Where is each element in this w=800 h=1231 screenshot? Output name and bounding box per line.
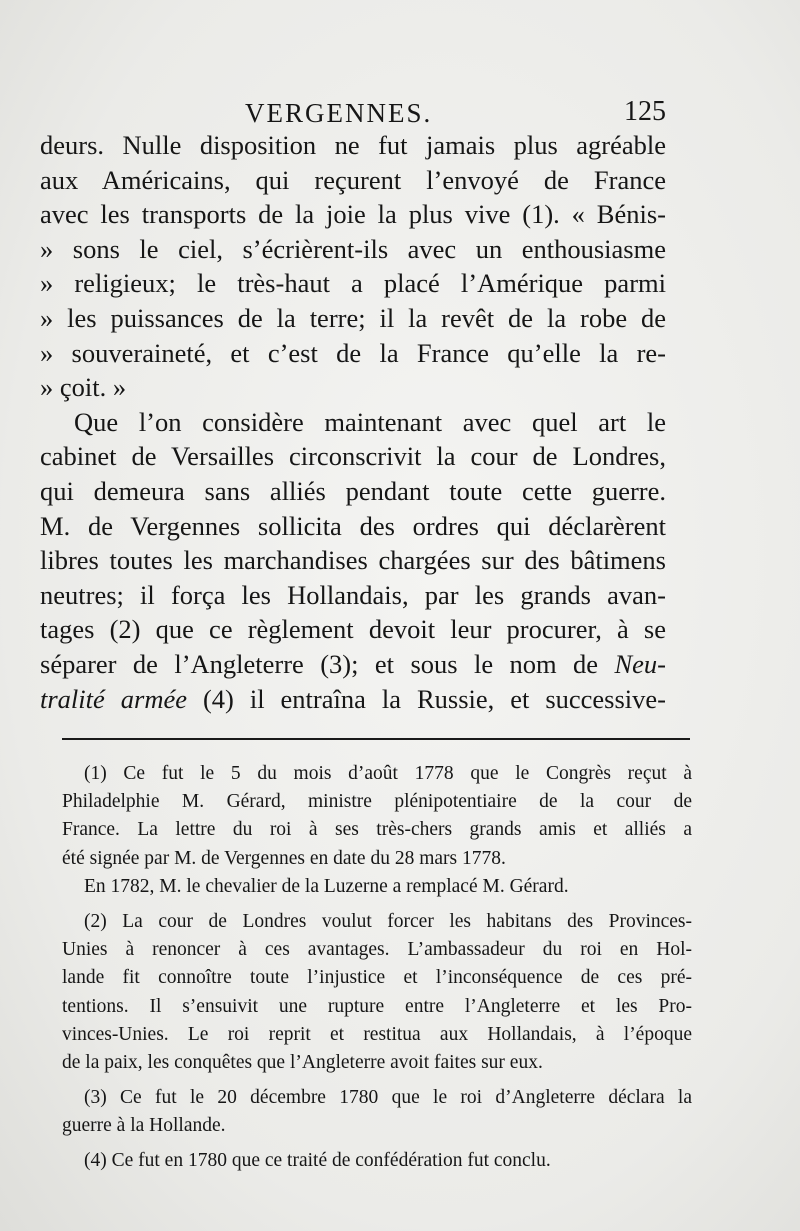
footnote-3 bbox=[62, 1084, 692, 1140]
text-line: » çoit. » bbox=[40, 372, 127, 403]
footnote-line: été signée par M. de Vergennes en date du 28 mars 1778. bbox=[62, 847, 506, 869]
italic-term: Neu- bbox=[614, 648, 666, 679]
text-line: cabinet de Versailles circonscrivit la cour de Londres, bbox=[40, 441, 666, 472]
text-line bbox=[40, 647, 666, 682]
text-line: avec les transports de la joie la plus vive (1). « Bénis- bbox=[40, 199, 666, 230]
footnote-line: (1) Ce fut le 5 du mois d’août 1778 que le Congrès reçut à bbox=[84, 763, 692, 784]
text-line: neutres; il força les Hollandais, par les grands avan- bbox=[40, 579, 666, 610]
footnotes bbox=[62, 760, 692, 1183]
text-line: Que l’on considère maintenant avec quel art le bbox=[74, 406, 666, 437]
text-line: » souveraineté, et c’est de la France qu’elle la re- bbox=[40, 337, 666, 368]
italic-term: tralité armée bbox=[40, 683, 187, 714]
footnote-line: (2) La cour de Londres voulut forcer les habitans des Provinces- bbox=[84, 910, 692, 932]
footnote-line: vinces-Unies. Le roi reprit et restitua aux Hollandais, à l’époque bbox=[62, 1023, 692, 1045]
text-line: M. de Vergennes sollicita des ordres qui déclarèrent bbox=[40, 510, 666, 541]
text-line: » religieux; le très-haut a placé l’Amérique parmi bbox=[40, 268, 666, 299]
text-line: tages (2) que ce règlement devoit leur procurer, à se bbox=[40, 614, 666, 645]
text-line bbox=[40, 682, 666, 717]
footnote-line: lande fit connoître toute l’injustice et l’inconséquence de ces pré- bbox=[62, 967, 692, 989]
footnote-line: En 1782, M. le chevalier de la Luzerne a remplacé M. Gérard. bbox=[84, 875, 569, 897]
text-segment: séparer de l’Angleterre (3); et sous le nom de bbox=[40, 648, 599, 679]
text-line: qui demeura sans alliés pendant toute cette guerre. bbox=[40, 475, 666, 506]
footnote-4 bbox=[62, 1147, 692, 1175]
footnote-line: Philadelphie M. Gérard, ministre plénipotentiaire de la cour de bbox=[62, 791, 692, 813]
footnote-line: tentions. Il s’ensuivit une rupture entre l’Angleterre et les Pro- bbox=[62, 995, 692, 1017]
footnote-line: de la paix, les conquêtes que l’Angleterre avoit faites sur eux. bbox=[62, 1051, 543, 1073]
footnote-2 bbox=[62, 908, 692, 1077]
footnote-line: Unies à renoncer à ces avantages. L’ambassadeur du roi en Hol- bbox=[62, 939, 692, 961]
page-number: 125 bbox=[624, 96, 666, 127]
main-text bbox=[40, 128, 666, 716]
footnote-line: (4) Ce fut en 1780 que ce traité de confédération fut conclu. bbox=[84, 1150, 551, 1172]
text-line: libres toutes les marchandises chargées sur des bâtimens bbox=[40, 545, 666, 576]
footnote-separator bbox=[62, 738, 690, 740]
footnote-1 bbox=[62, 760, 692, 901]
footnote-line: (3) Ce fut le 20 décembre 1780 que le roi d’Angleterre déclara la bbox=[84, 1087, 692, 1109]
footnote-line: France. La lettre du roi à ses très-chers grands amis et alliés a bbox=[62, 819, 692, 841]
running-head: VERGENNES. bbox=[245, 98, 433, 128]
text-line: aux Américains, qui reçurent l’envoyé de France bbox=[40, 164, 666, 195]
footnote-line: guerre à la Hollande. bbox=[62, 1115, 226, 1137]
text-line: » sons le ciel, s’écrièrent-ils avec un enthousiasme bbox=[40, 233, 666, 264]
text-line: » les puissances de la terre; il la revêt de la robe de bbox=[40, 302, 666, 333]
text-line: deurs. Nulle disposition ne fut jamais plus agréable bbox=[40, 130, 666, 160]
text-segment: (4) il entraîna la Russie, et successive- bbox=[202, 683, 667, 714]
